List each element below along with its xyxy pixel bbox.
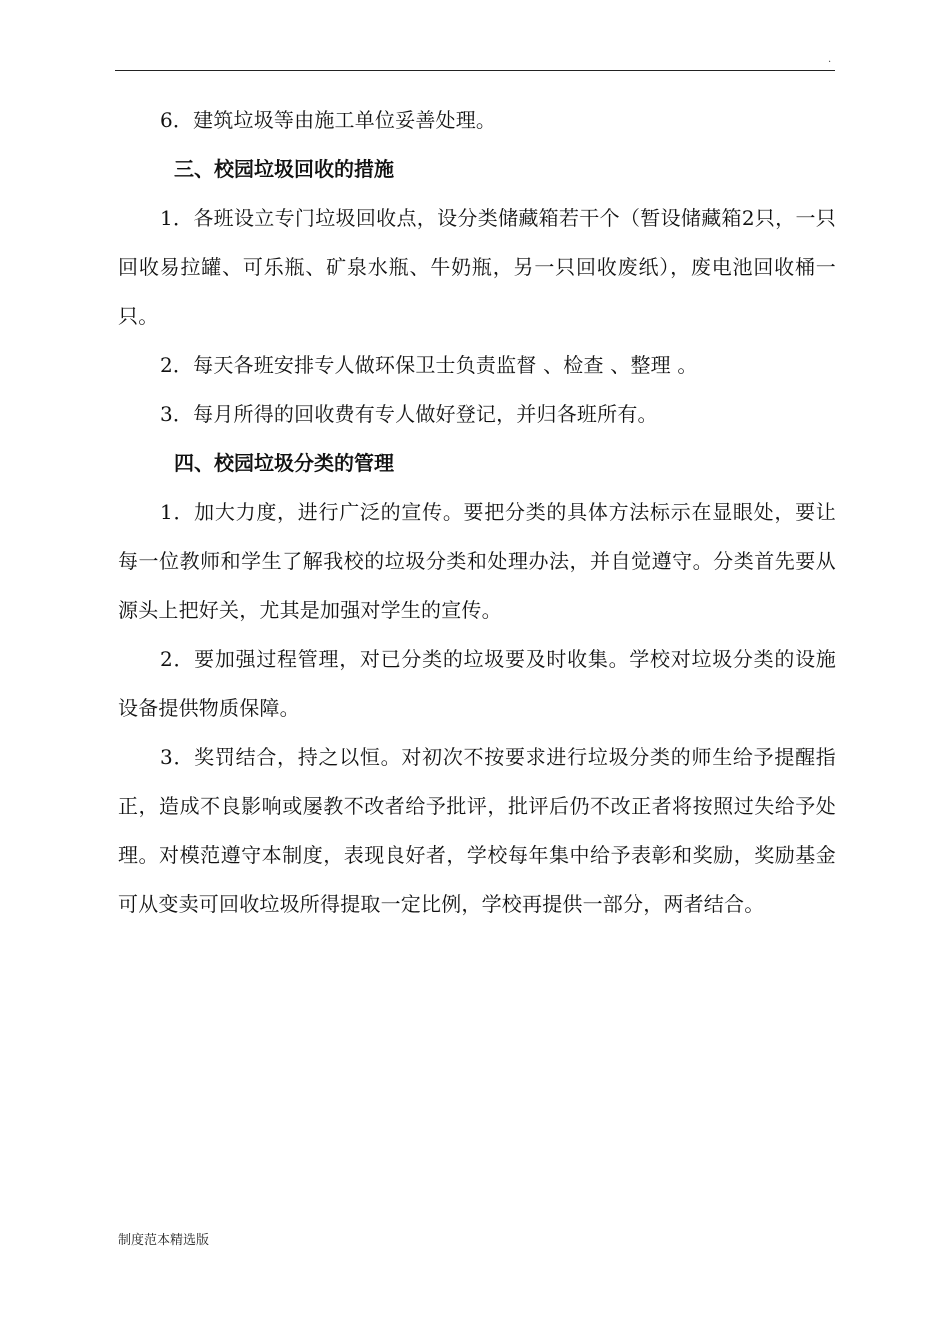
section-heading-4: 四、校园垃圾分类的管理 xyxy=(174,451,394,475)
header-mark: . xyxy=(828,54,832,65)
document-body xyxy=(118,96,836,929)
paragraph-management-2: 2．要加强过程管理，对已分类的垃圾要及时收集。学校对垃圾分类的设施设备提供物质保障。 xyxy=(118,647,836,720)
section-heading-3: 三、校园垃圾回收的措施 xyxy=(174,157,394,181)
header-rule xyxy=(115,70,835,71)
paragraph-measure-1: 1．各班设立专门垃圾回收点，设分类储藏箱若干个（暂设储藏箱2只，一只回收易拉罐、可乐瓶、矿泉水瓶、牛奶瓶，另一只回收废纸），废电池回收桶一只。 xyxy=(118,206,836,328)
paragraph-item-6: 6．建筑垃圾等由施工单位妥善处理。 xyxy=(160,108,497,132)
paragraph-measure-3: 3．每月所得的回收费有专人做好登记，并归各班所有。 xyxy=(160,402,658,426)
paragraph-management-3: 3．奖罚结合，持之以恒。对初次不按要求进行垃圾分类的师生给予提醒指正，造成不良影响或屡教不改者给予批评，批评后仍不改正者将按照过失给予处理。对模范遵守本制度，表现良好者，学校每年集中给予表彰和奖励，奖励基金可从变卖可回收垃圾所得提取一定比例，学校再提供一部分，两者结合。 xyxy=(118,745,836,916)
paragraph-management-1: 1．加大力度，进行广泛的宣传。要把分类的具体方法标示在显眼处，要让每一位教师和学生了解我校的垃圾分类和处理办法，并自觉遵守。分类首先要从源头上把好关，尤其是加强对学生的宣传。 xyxy=(118,500,836,622)
footer-text: 制度范本精选版 xyxy=(118,1233,210,1248)
paragraph-measure-2: 2．每天各班安排专人做环保卫士负责监督 、检查 、整理 。 xyxy=(160,353,698,377)
